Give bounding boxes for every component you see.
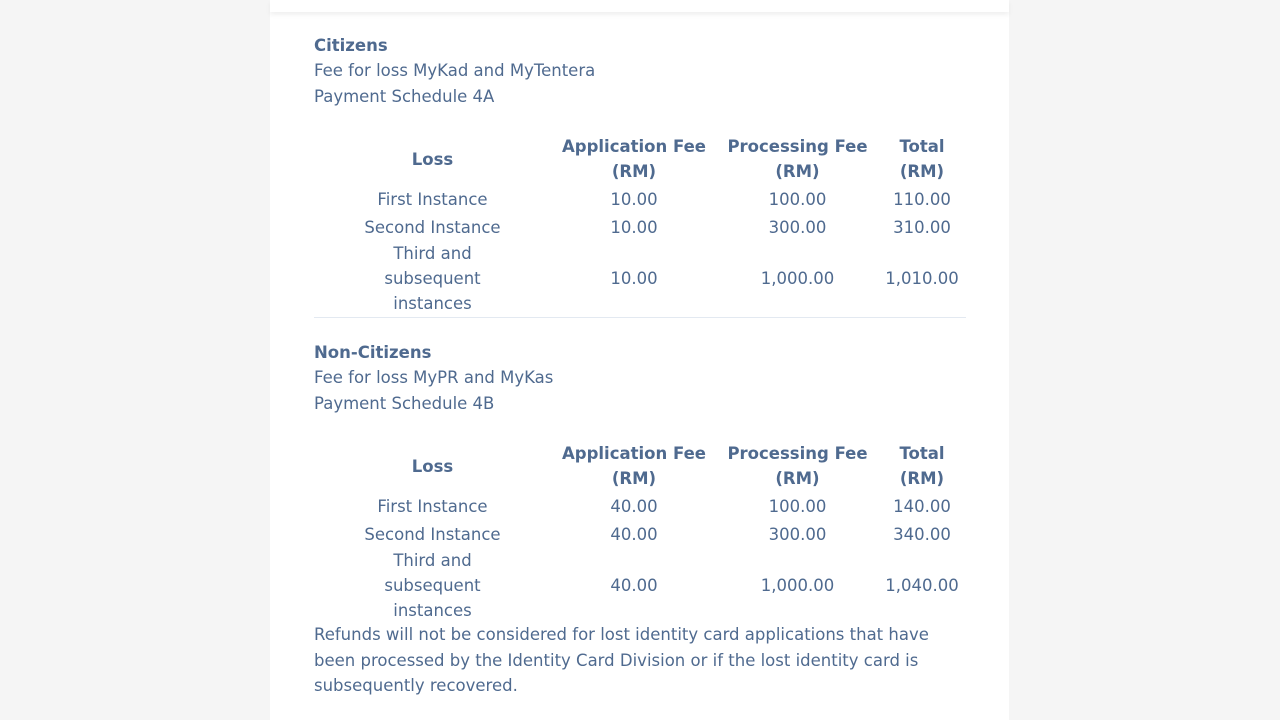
header-strip: [270, 0, 1009, 12]
total-header: Total (RM): [899, 444, 945, 488]
application-fee-cell: 40.00: [610, 496, 658, 516]
total-cell: 1,040.00: [885, 576, 959, 595]
table-header-row: [314, 133, 966, 185]
application-fee-cell: 10.00: [610, 269, 658, 288]
processing-fee-cell: 1,000.00: [760, 269, 835, 288]
citizens-section: [314, 33, 966, 313]
loss-cell: Third and subsequent instances: [384, 551, 481, 620]
application-fee-cell: 40.00: [610, 524, 658, 544]
table-header-row: [314, 440, 966, 492]
total-cell: 110.00: [893, 189, 951, 209]
total-cell: 310.00: [893, 217, 951, 237]
total-cell: 340.00: [893, 524, 951, 544]
refund-note: Refunds will not be considered for lost identity card applications that have been processed by the Identity Card Division or if the lost identity card is subsequently recovered.: [314, 625, 929, 695]
citizens-fee-table: [314, 133, 966, 316]
loss-header: Loss: [411, 149, 454, 169]
section-divider: [314, 317, 966, 318]
non-citizens-description: Fee for loss MyPR and MyKas: [314, 368, 554, 387]
application-fee-header: Application Fee (RM): [562, 137, 706, 181]
processing-fee-cell: 1,000.00: [760, 576, 835, 595]
loss-cell: Second Instance: [364, 524, 501, 544]
table-row: [314, 241, 966, 316]
application-fee-cell: 10.00: [610, 189, 658, 209]
table-row: [314, 185, 966, 213]
processing-fee-header: Processing Fee (RM): [727, 137, 868, 181]
loss-cell: First Instance: [377, 189, 488, 209]
loss-header: Loss: [411, 456, 454, 476]
table-row: [314, 520, 966, 548]
application-fee-cell: 40.00: [610, 576, 658, 595]
non-citizens-section: [314, 340, 966, 620]
content-panel: [270, 0, 1009, 720]
total-header: Total (RM): [899, 137, 945, 181]
processing-fee-cell: 100.00: [768, 496, 827, 516]
table-row: [314, 492, 966, 520]
processing-fee-header: Processing Fee (RM): [727, 444, 868, 488]
application-fee-header: Application Fee (RM): [562, 444, 706, 488]
total-cell: 1,010.00: [885, 269, 959, 288]
processing-fee-cell: 100.00: [768, 189, 827, 209]
non-citizens-schedule: Payment Schedule 4B: [314, 393, 495, 413]
non-citizens-fee-table: [314, 440, 966, 623]
citizens-schedule: Payment Schedule 4A: [314, 86, 495, 106]
loss-cell: Third and subsequent instances: [384, 244, 481, 313]
loss-cell: First Instance: [377, 496, 488, 516]
citizens-title: Citizens: [314, 36, 388, 55]
processing-fee-cell: 300.00: [768, 524, 827, 544]
table-row: [314, 548, 966, 623]
citizens-description: Fee for loss MyKad and MyTentera: [314, 61, 596, 80]
non-citizens-title: Non-Citizens: [314, 343, 432, 362]
loss-cell: Second Instance: [364, 217, 501, 237]
application-fee-cell: 10.00: [610, 217, 658, 237]
total-cell: 140.00: [893, 496, 951, 516]
table-row: [314, 213, 966, 241]
processing-fee-cell: 300.00: [768, 217, 827, 237]
